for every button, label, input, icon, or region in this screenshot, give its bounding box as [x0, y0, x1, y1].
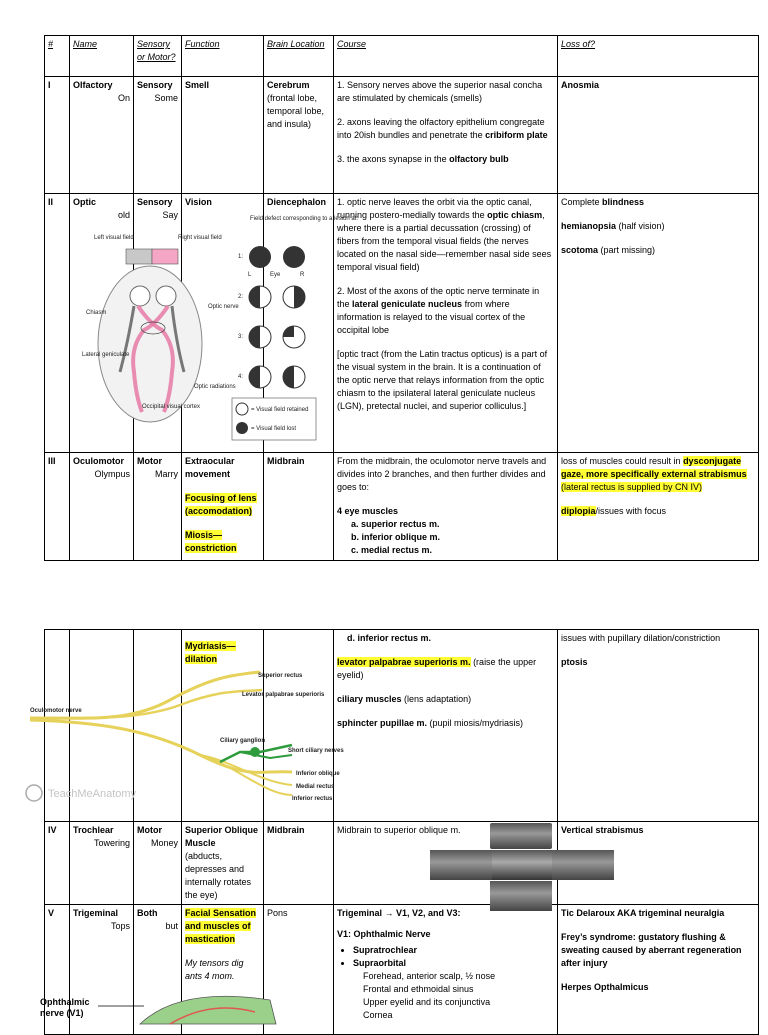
highlighted-text: , more specifically	[581, 469, 662, 479]
ciliary-muscles: ciliary muscles	[337, 694, 402, 704]
muscle-item: a. superior rectus m.	[351, 519, 440, 529]
course-cell	[334, 77, 558, 194]
sensory-area: Cornea	[363, 1010, 393, 1020]
chiasm-label: Chiasm	[86, 310, 107, 316]
brain-location: Midbrain	[264, 453, 334, 561]
brain-location: Cerebrum	[267, 80, 310, 90]
olfactory-bulb: olfactory bulb	[449, 154, 509, 164]
loss-cell	[558, 194, 759, 453]
course-subheading: V1: Ophthalmic Nerve	[337, 929, 431, 939]
text: (part missing)	[598, 245, 656, 255]
cn-name-cell	[70, 453, 134, 561]
sensory-motor: Sensory	[137, 197, 173, 207]
arrow-icon: →	[384, 908, 394, 918]
cn-name: Oculomotor	[73, 456, 124, 466]
text: loss of muscles could result in	[561, 456, 684, 466]
right-eye-letter: R	[300, 272, 305, 278]
row-olfactory	[45, 77, 759, 194]
course: Midbrain to superior oblique m.	[334, 822, 558, 905]
sensory-area: Frontal and ethmoidal sinus	[363, 984, 474, 994]
superior-rectus-label: Superior rectus	[258, 673, 303, 679]
header-row	[45, 36, 759, 77]
sm-cell	[134, 77, 182, 194]
function-cell	[182, 453, 264, 561]
text: 2. Most of the axons of the optic nerve terminate in the	[337, 286, 540, 309]
mnemonic-sm: Marry	[155, 469, 178, 479]
header-brain-location: Brain Location	[264, 36, 334, 77]
header-num: #	[45, 36, 70, 77]
loss-cell	[558, 453, 759, 561]
optic-chiasm: optic chiasm	[487, 210, 543, 220]
sensory-area: Forehead, anterior scalp, ½ nose	[363, 971, 496, 981]
text: Complete	[561, 197, 603, 207]
loss-item: Tic Delaroux AKA trigeminal neuralgia	[561, 908, 725, 918]
eye-photo	[490, 881, 552, 911]
eye-word: Eye	[270, 272, 281, 278]
loss-item: issues with pupillary dilation/constriction	[561, 633, 721, 643]
mnemonic-sm: Some	[154, 93, 178, 103]
left-visual-field-label: Left visual field	[94, 235, 134, 241]
text: , where there is a partial decussation (crossing) of fibers from the temporal visual fields (the nerves located on the nasal side—remember nasal side sees temporal visual field)	[337, 210, 552, 272]
header-course: Course	[334, 36, 558, 77]
cn-number: V	[45, 905, 70, 1035]
lateral-geniculate-nucleus: lateral geniculate nucleus	[352, 299, 463, 309]
eye-photo	[552, 850, 614, 880]
header-loss: Loss of?	[558, 36, 759, 77]
mnemonic-name: Olympus	[94, 469, 130, 479]
medial-rectus-label: Medial rectus	[296, 784, 335, 790]
mnemonic-name: On	[117, 93, 130, 103]
text: 3. the axons synapse in the	[337, 154, 450, 164]
oculomotor-nerve-figure	[30, 660, 360, 810]
course-step	[337, 116, 554, 142]
short-ciliary-label: Short ciliary nerves	[288, 748, 344, 754]
eye-photos	[430, 823, 614, 913]
function-cell	[182, 822, 264, 905]
function-item: Superior Oblique Muscle	[185, 825, 259, 848]
text: (lens adaptation)	[401, 694, 472, 704]
copyright-icon	[26, 785, 42, 801]
branch-item: • Supratrochlear	[353, 944, 554, 957]
loss: Vertical strabismus	[558, 822, 759, 905]
field-defect-label: Field defect corresponding to a lesion at:	[250, 216, 359, 222]
course-item	[337, 656, 554, 682]
mnemonic-name: old	[117, 210, 130, 220]
sensory-motor: Motor	[137, 825, 162, 835]
hemianopsia: hemianopsia	[561, 221, 617, 231]
cn-name: Optic	[73, 197, 97, 207]
row-trochlear	[45, 822, 759, 905]
loss-cell	[558, 905, 759, 1035]
brain-location: Midbrain	[264, 822, 334, 905]
branch-item: • Supraorbital	[353, 957, 554, 970]
lateral-geniculate-label: Lateral geniculate	[82, 352, 130, 358]
cn-number: I	[45, 77, 70, 194]
text: /issues with focus	[595, 506, 667, 516]
text: 1. optic nerve leaves the orbit via the optic canal, running postero-medially towards the	[337, 197, 532, 220]
text: Trigeminal	[337, 908, 385, 918]
course-step: 1. Sensory nerves above the superior nasal concha are stimulated by chemicals (smells)	[337, 80, 543, 103]
highlighted-text: Mydriasis— dilation	[185, 641, 236, 664]
occipital-cortex-label: Occipital visual cortex	[142, 404, 201, 410]
cn-name-cell	[70, 822, 134, 905]
function: Smell	[182, 77, 264, 194]
mnemonic-name: Tops	[110, 921, 130, 931]
mnemonic-sm: but	[165, 921, 178, 931]
loss-item	[561, 220, 755, 233]
highlighted-text: levator palpabrae superioris m.	[337, 657, 471, 667]
function-item: Extraocular movement	[185, 456, 235, 479]
mnemonic-sm: Money	[150, 838, 178, 848]
lesion-2: 2:	[238, 294, 244, 300]
sm-cell	[134, 453, 182, 561]
header-function: Function	[182, 36, 264, 77]
optic-nerve-label: Optic nerve	[208, 304, 239, 310]
inferior-oblique-label: Inferior oblique	[296, 771, 340, 777]
optic-radiations-label: Optic radiations	[194, 384, 236, 390]
watermark-text: TeachMeAnatomy	[48, 788, 137, 800]
retained-legend: = Visual field retained	[251, 407, 309, 413]
lesion-4: 4:	[238, 374, 244, 380]
text: (half vision)	[616, 221, 665, 231]
right-visual-field-label: Right visual field	[178, 235, 222, 241]
blindness: blindness	[602, 197, 645, 207]
function: Vision	[182, 194, 264, 453]
mnemonic-sm: Say	[162, 210, 178, 220]
cn-name: Trigeminal	[73, 908, 119, 918]
course-item	[337, 717, 554, 730]
text: V1, V2, and V3:	[393, 908, 461, 918]
course-step	[337, 153, 554, 166]
course-heading: 4 eye muscles	[337, 506, 399, 516]
cn-number: IV	[45, 822, 70, 905]
loss: Anosmia	[558, 77, 759, 194]
highlighted-text: Miosis— constriction	[185, 530, 237, 553]
text: 2. axons leaving the olfactory epithelium congregate into 20ish bundles and penetrate the	[337, 117, 545, 140]
brain-location: Diencephalon	[264, 194, 334, 453]
course-step: From the midbrain, the oculomotor nerve travels and divides into 2 branches, and then further divides and goes to:	[337, 456, 547, 492]
trigeminal-figure	[40, 988, 340, 1024]
muscle-item: d. inferior rectus m.	[347, 633, 432, 643]
text: (raise the upper eyelid)	[337, 657, 537, 680]
muscle-item: c. medial rectus m.	[351, 545, 433, 555]
course-note: [optic tract (from the Latin tractus opticus) is a part of the visual system in the brain. It is a continuation of the optic nerve that relays information from the optic chiasm to the ipsilateral lateral geniculate nucleus (LGN), pretectal nuclei, and superior colliculus.]	[337, 349, 548, 411]
loss-item	[561, 244, 755, 257]
left-eye-letter: L	[248, 272, 252, 278]
loss-item: ptosis	[561, 657, 588, 667]
loss-item	[561, 196, 755, 209]
course-step	[337, 196, 554, 274]
course-item	[337, 693, 554, 706]
highlighted-text: Facial Sensation and muscles of mastication	[185, 908, 257, 944]
eye-photo	[492, 850, 552, 880]
course-cell	[334, 194, 558, 453]
eye-photo	[490, 823, 552, 849]
loss-item: Frey’s syndrome: gustatory flushing & sweating caused by aberrant regeneration after injury	[561, 932, 742, 968]
highlighted-text: (lateral rectus is supplied by CN IV)	[561, 482, 703, 492]
highlighted-text: dysconjugate gaze	[561, 456, 742, 479]
row-oculomotor	[45, 453, 759, 561]
inferior-rectus-label: Inferior rectus	[292, 796, 333, 802]
sensory-motor: Both	[137, 908, 158, 918]
loss-cell	[558, 630, 759, 822]
branch-list	[337, 944, 554, 970]
course-cell	[334, 453, 558, 561]
course-cell	[334, 630, 558, 822]
highlighted-text: external strabismus	[661, 469, 747, 479]
sensory-motor: Sensory	[137, 80, 173, 90]
eye-labels	[248, 272, 305, 278]
brain-detail: (frontal lobe, temporal lobe, and insula)	[267, 93, 325, 129]
levator-label: Levator palpabrae superioris	[242, 692, 325, 698]
loss-item: Herpes Opthalmicus	[561, 982, 649, 992]
cribiform-plate: cribiform plate	[485, 130, 548, 140]
muscle-item: b. inferior oblique m.	[351, 532, 441, 542]
course-step	[337, 285, 554, 337]
cn-name: Trochlear	[73, 825, 114, 835]
loss-item	[561, 505, 755, 518]
course-cell	[334, 905, 558, 1035]
sensory-area: Upper eyelid and its conjunctiva	[363, 997, 491, 1007]
lesion-1: 1:	[238, 254, 244, 260]
function-item	[185, 492, 260, 518]
text: from where information is relayed to the visual cortex of the occipital lobe	[337, 299, 526, 335]
loss-item	[561, 455, 755, 494]
function-item	[185, 907, 260, 946]
sensory-motor: Motor	[137, 456, 162, 466]
ciliary-ganglion-label: Ciliary ganglion	[220, 738, 266, 744]
lesion-3: 3:	[238, 334, 244, 340]
scotoma: scotoma	[561, 245, 599, 255]
highlighted-text: diplopia	[561, 506, 596, 516]
ophthalmic-nerve-label: Ophthalmic nerve (V1)	[40, 997, 90, 1018]
text: (pupil miosis/mydriasis)	[427, 718, 524, 728]
cn-number: III	[45, 453, 70, 561]
mnemonic-phrase: My tensors dig ants 4 mom.	[185, 958, 244, 981]
brain-location: Pons	[264, 905, 334, 1035]
sphincter-pupillae: sphincter pupillae m.	[337, 718, 428, 728]
highlighted-text: Focusing of lens (accomodation)	[185, 493, 257, 516]
function-item	[185, 529, 260, 555]
function-detail: (abducts, depresses and internally rotates the eye)	[185, 851, 252, 900]
cn-name: Olfactory	[73, 80, 113, 90]
header-name: Name	[70, 36, 134, 77]
lost-legend: = Visual field lost	[251, 426, 297, 432]
brain-cell	[264, 77, 334, 194]
oculomotor-nerve-label: Oculomotor nerve	[30, 708, 82, 714]
eye-photo	[430, 850, 492, 880]
sm-cell	[134, 822, 182, 905]
header-sensory-motor: Sensory or Motor?	[134, 36, 182, 77]
mnemonic-name: Towering	[93, 838, 130, 848]
cn-name-cell	[70, 77, 134, 194]
optic-pathway-figure	[80, 212, 359, 442]
cn-number: II	[45, 194, 70, 453]
